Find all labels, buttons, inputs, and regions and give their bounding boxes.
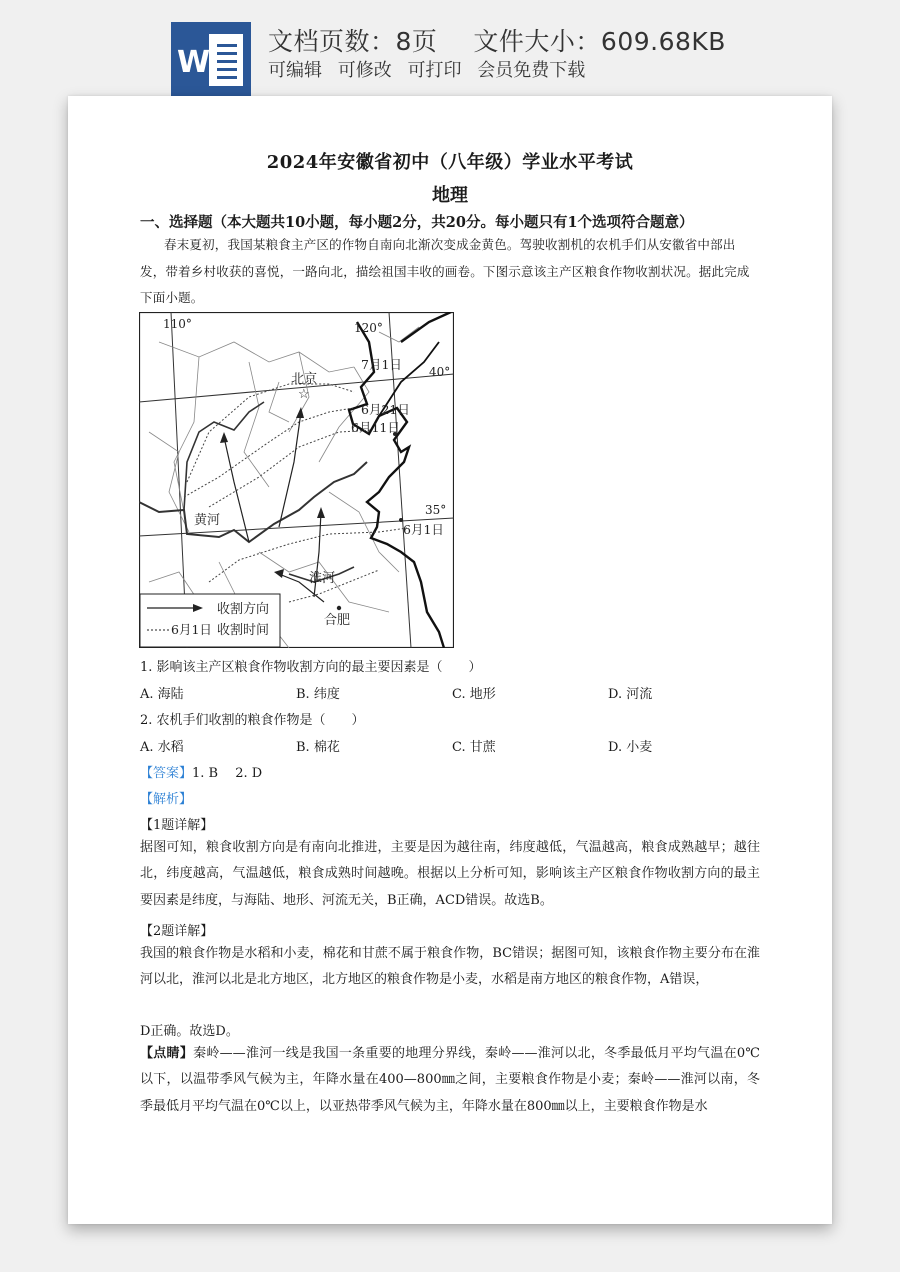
intro-paragraph: 春末夏初，我国某粮食主产区的作物自南向北渐次变成金黄色。驾驶收割机的农机手们从安徽省中部出发，带着乡村收获的喜悦，一路向北，描绘祖国丰收的画卷。下图示意该主产区粮食作物收割状况。据此完成下面小题。 — [140, 237, 750, 305]
section-heading: 一、选择题（本大题共10小题，每小题2分，共20分。每小题只有1个选项符合题意） — [140, 214, 694, 231]
beijing-label: 北京 — [291, 372, 318, 387]
date-jun1-label: 6月1日 — [403, 522, 444, 537]
feature-modifiable: 可修改 — [337, 60, 392, 81]
subject-title: 地理 — [432, 185, 468, 206]
yellow-river-label: 黄河 — [194, 513, 221, 528]
detail-2-text: 我国的粮食作物是水稻和小麦，棉花和甘蔗不属于粮食作物，BC错误；据图可知，该粮食作物主要分布在淮河以北，淮河以北是北方地区，北方地区的粮食作物是小麦，水稻是南方地区的粮食作物，A错误， — [140, 946, 760, 988]
lat-35-label: 35° — [425, 503, 447, 517]
detail-2-heading: 【2题详解】 — [140, 924, 214, 939]
harvest-map — [139, 312, 454, 648]
answer-text: 1. B 2. D — [192, 766, 263, 781]
feature-printable: 可打印 — [407, 60, 462, 81]
date-jun11-label: 6月11日 — [351, 420, 400, 435]
q1-option-b: B. 纬度 — [296, 687, 340, 702]
hefei-label: 合肥 — [324, 613, 351, 628]
answer-tag: 【答案】 — [140, 766, 193, 781]
detail-2-conclusion: D正确。故选D。 — [140, 1024, 239, 1039]
detail-1-heading: 【1题详解】 — [140, 818, 214, 833]
date-jul1-label: 7月1日 — [361, 357, 402, 372]
tip-text: 秦岭——淮河一线是我国一条重要的地理分界线，秦岭——淮河以北，冬季最低月平均气温在0℃以下，以温带季风气候为主，年降水量在400—800㎜之间，主要粮食作物是小麦；秦岭——淮河以南，冬季最低月平均气温在0℃以上，以亚热带季风气候为主，年降水量在800㎜以上，主要粮食作物是水 — [140, 1046, 760, 1114]
q2-option-c: C. 甘蔗 — [452, 740, 496, 755]
huai-river-label: 淮河 — [309, 571, 336, 586]
date-jun21-label: 6月21日 — [361, 402, 410, 417]
legend-time-label: 收割时间 — [217, 623, 270, 638]
banner-stats — [268, 22, 726, 58]
q2-option-d: D. 小麦 — [608, 740, 653, 755]
word-document-icon — [171, 22, 251, 96]
q1-option-d: D. 河流 — [608, 687, 653, 702]
q1-option-c: C. 地形 — [452, 687, 496, 702]
lon-120-label: 120° — [354, 321, 383, 335]
feature-editable: 可编辑 — [268, 60, 322, 81]
detail-1-text: 据图可知，粮食收割方向是有南向北推进，主要是因为越往南，纬度越低，气温越高，粮食成熟越早；越往北，纬度越高，气温越低，粮食成熟时间越晚。根据以上分析可知，影响该主产区粮食作物收割方向的最主要因素是纬度，与海陆、地形、河流无关，B正确，ACD错误。故选B。 — [140, 840, 760, 908]
lon-110-label: 110° — [163, 317, 192, 331]
beijing-star-icon: ☆ — [298, 387, 310, 402]
banner-features — [268, 56, 595, 82]
lat-40-label: 40° — [429, 365, 451, 379]
file-size: 文件大小：609.68KB — [473, 27, 726, 56]
q2-option-b: B. 棉花 — [296, 740, 340, 755]
legend-direction-label: 收割方向 — [217, 602, 270, 617]
svg-text:W: W — [177, 45, 211, 80]
feature-member-download[interactable]: 会员免费下载 — [477, 60, 586, 81]
download-banner — [0, 0, 900, 96]
q1-option-a: A. 海陆 — [140, 687, 184, 702]
analysis-tag: 【解析】 — [140, 792, 193, 807]
legend-date-label: 6月1日 — [171, 622, 212, 637]
question-1-stem: 1. 影响该主产区粮食作物收割方向的最主要因素是（ ） — [140, 660, 482, 675]
tip-paragraph — [140, 1041, 760, 1120]
document-page — [68, 96, 832, 1224]
page-title: 2024年安徽省初中（八年级）学业水平考试 — [266, 152, 634, 173]
page-count: 文档页数：8页 — [268, 27, 438, 56]
question-2-stem: 2. 农机手们收割的粮食作物是（ ） — [140, 713, 365, 728]
q2-option-a: A. 水稻 — [140, 740, 184, 755]
tip-tag: 【点睛】 — [140, 1046, 194, 1061]
answer-line — [140, 762, 262, 781]
